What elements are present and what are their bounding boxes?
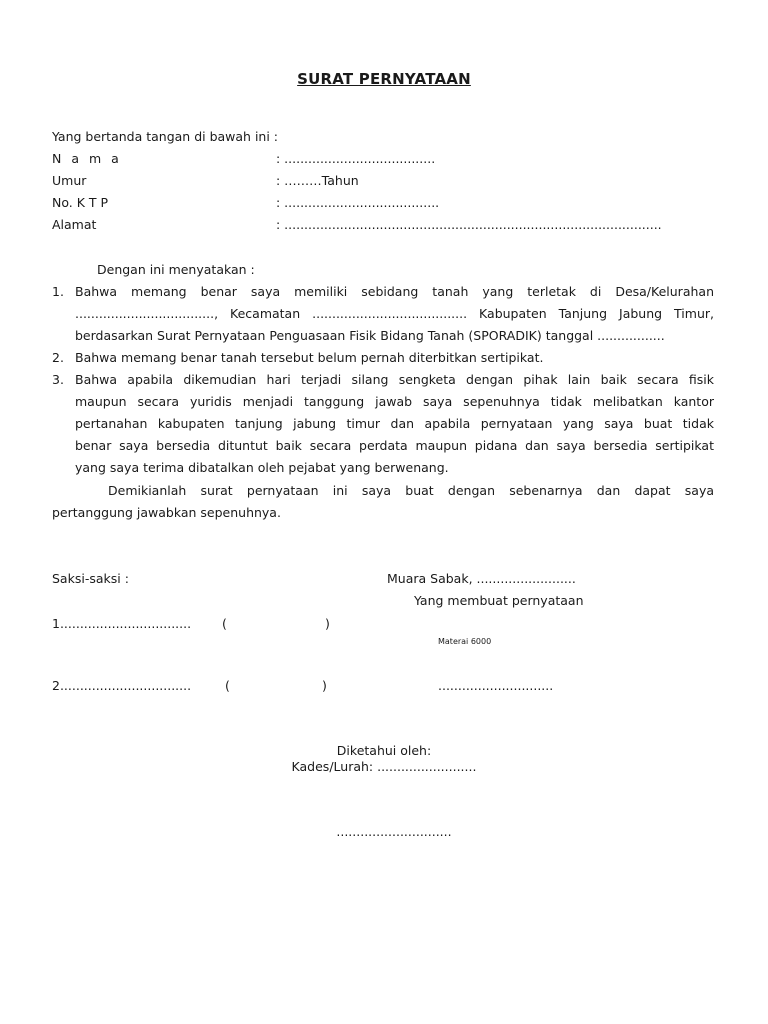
item-line: maupun secara yuridis menjadi tanggung jawab saya sepenuhnya tidak melibatkan kantor: [75, 394, 714, 409]
item-line: Bahwa apabila dikemudian hari terjadi silang sengketa dengan pihak lain baik secara fisik: [75, 372, 714, 387]
intro-text: Yang bertanda tangan di bawah ini :: [52, 129, 279, 144]
place-date: Muara Sabak, .........................: [387, 571, 576, 586]
witness-2-close-paren: ): [322, 678, 327, 693]
closing-line: Demikianlah surat pernyataan ini saya buat dengan sebenarnya dan dapat saya: [108, 483, 714, 498]
witness-1-dots: 1.................................: [52, 616, 192, 631]
materai-stamp-label: Materai 6000: [438, 637, 492, 646]
closing-line: pertanggung jawabkan sepenuhnya.: [52, 505, 281, 520]
item-line: berdasarkan Surat Pernyataan Penguasaan Fisik Bidang Tanah (SPORADIK) tanggal .................: [75, 328, 665, 343]
item-number: 2.: [52, 350, 64, 365]
signer-role: Yang membuat pernyataan: [414, 593, 584, 608]
item-line: yang saya terima dibatalkan oleh pejabat yang berwenang.: [75, 460, 449, 475]
closing-paragraph: [52, 480, 714, 524]
statement-item-1: [52, 281, 714, 347]
item-line: Bahwa memang benar saya memiliki sebidang tanah yang terletak di Desa/Kelurahan: [75, 284, 714, 299]
official-name-dots: .............................: [336, 824, 452, 839]
statement-intro: Dengan ini menyatakan :: [97, 262, 255, 277]
item-line: benar saya bersedia dituntut baik secara perdata maupun pidana dan saya bersedia sertipikat: [75, 438, 714, 453]
item-number: 1.: [52, 284, 64, 299]
item-number: 3.: [52, 372, 64, 387]
document-title: SURAT PERNYATAAN: [297, 70, 471, 88]
item-line: pertanahan kabupaten tanjung jabung timur dan apabila pernyataan yang saya buat tidak: [75, 416, 714, 431]
field-value: : ………Tahun: [276, 173, 359, 188]
official-title: Kades/Lurah: .........................: [291, 759, 477, 774]
item-line: ..................................., Kecamatan ....................................... Kabupaten Tanjung Jabung Timur,: [75, 306, 714, 321]
witness-1-open-paren: (: [222, 616, 227, 631]
witness-1-close-paren: ): [325, 616, 330, 631]
witness-2-open-paren: (: [225, 678, 230, 693]
witnesses-label: Saksi-saksi :: [52, 571, 129, 586]
field-label: Alamat: [52, 217, 97, 232]
acknowledged-label: Diketahui oleh:: [336, 743, 432, 758]
field-label: N a m a: [52, 151, 122, 166]
witness-2-dots: 2.................................: [52, 678, 192, 693]
signer-name-dots: .............................: [438, 678, 554, 693]
field-value: : .......................................: [276, 195, 440, 210]
field-label: No. K T P: [52, 195, 109, 210]
field-value: : ......................................: [276, 151, 436, 166]
field-value: : ...............................................................................................: [276, 217, 662, 232]
statement-item-2: [52, 347, 714, 369]
item-line: Bahwa memang benar tanah tersebut belum pernah diterbitkan sertipikat.: [75, 350, 544, 365]
field-label: Umur: [52, 173, 87, 188]
statement-item-3: [52, 369, 714, 479]
